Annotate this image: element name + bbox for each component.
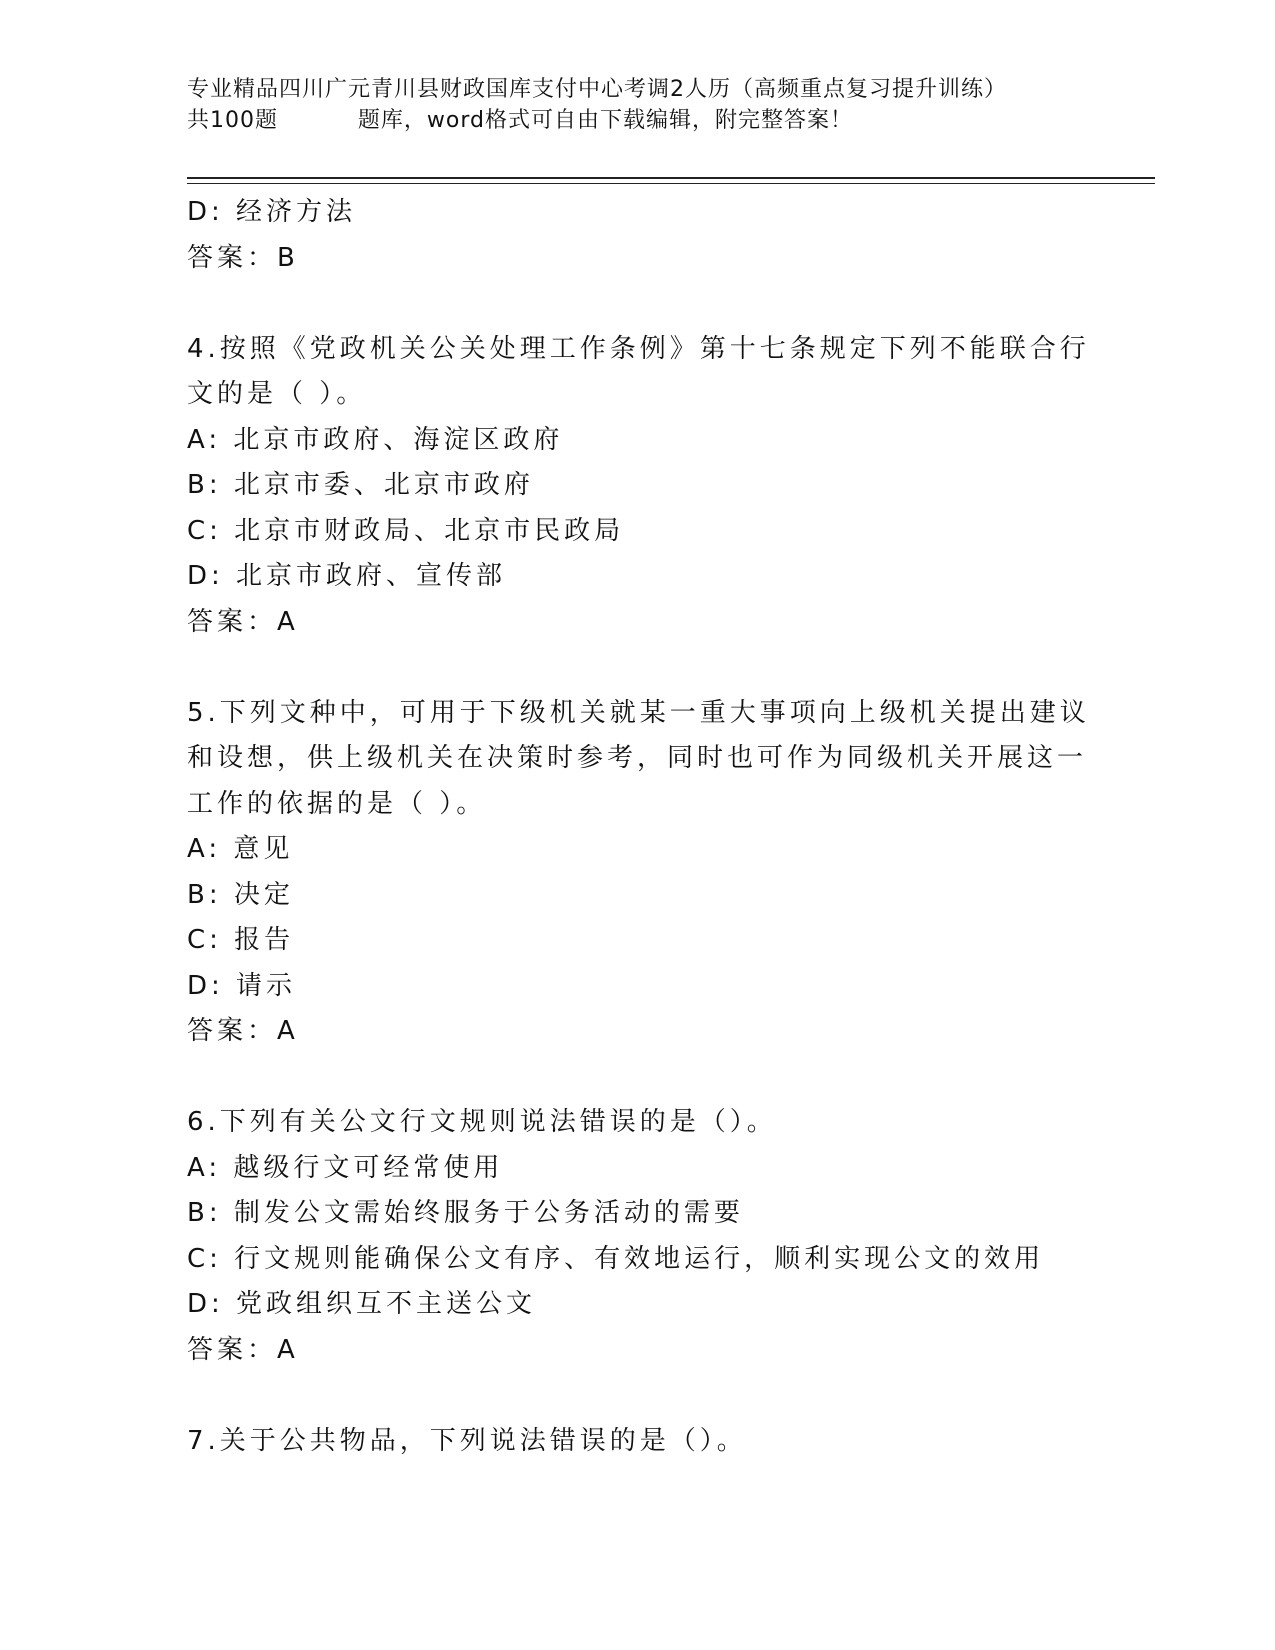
question-text: 6.下列有关公文行文规则说法错误的是（）。	[187, 1107, 777, 1137]
option-line: D: 党政组织互不主送公文	[187, 1289, 537, 1319]
option-line: D: 北京市政府、宣传部	[187, 561, 507, 591]
option-line: C: 行文规则能确保公文有序、有效地运行，顺利实现公文的效用	[187, 1243, 1045, 1274]
question-text: 7.关于公共物品，下列说法错误的是（）。	[187, 1425, 747, 1456]
header-rule-thick	[187, 177, 1155, 179]
answer-line: 答案：A	[187, 1016, 299, 1046]
option-line: A: 越级行文可经常使用	[187, 1152, 504, 1183]
answer-line: 答案：A	[187, 1334, 299, 1365]
paragraph-gap	[187, 1055, 1087, 1101]
option-line: A: 北京市政府、海淀区政府	[187, 424, 564, 455]
option-line: D: 经济方法	[187, 197, 357, 227]
option-line: B: 北京市委、北京市政府	[187, 470, 534, 500]
question-text: 工作的依据的是（ ）。	[187, 788, 487, 819]
paragraph-gap	[187, 1373, 1087, 1419]
paragraph-gap	[187, 281, 1087, 327]
answer-line: 答案：A	[187, 606, 299, 637]
document-body	[187, 190, 1090, 1464]
option-line: A: 意见	[187, 834, 294, 864]
question-text: 和设想，供上级机关在决策时参考，同时也可作为同级机关开展这一	[187, 743, 1088, 773]
option-line: D: 请示	[187, 970, 297, 1001]
option-line: B: 制发公文需始终服务于公务活动的需要	[187, 1198, 744, 1228]
header-rule-thin	[187, 183, 1155, 184]
option-line: C: 北京市财政局、北京市民政局	[187, 515, 625, 546]
answer-line: 答案：B	[187, 242, 299, 273]
document-header	[187, 74, 1107, 136]
question-text: 文的是（ ）。	[187, 379, 367, 409]
question-text: 4.按照《党政机关公关处理工作条例》第十七条规定下列不能联合行	[187, 333, 1090, 364]
option-line: C: 报告	[187, 925, 295, 955]
paragraph-gap	[187, 645, 1087, 691]
header-title: 专业精品四川广元青川县财政国库支付中心考调2人历（高频重点复习提升训练）	[187, 77, 1007, 102]
option-line: B: 决定	[187, 879, 294, 910]
header-subtitle: 共100题 题库，word格式可自由下载编辑，附完整答案！	[187, 108, 854, 133]
question-text: 5.下列文种中，可用于下级机关就某一重大事项向上级机关提出建议	[187, 697, 1090, 728]
